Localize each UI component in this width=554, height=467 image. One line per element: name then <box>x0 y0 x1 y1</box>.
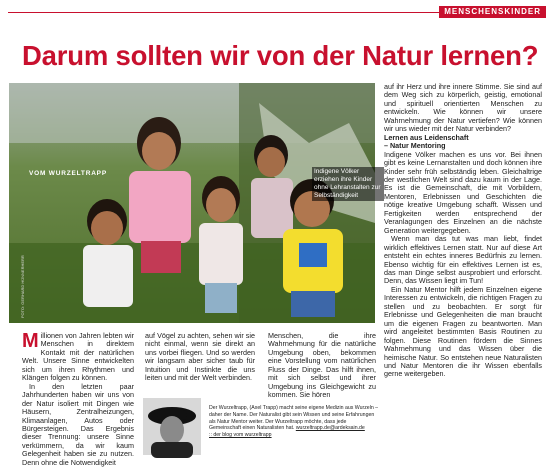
paragraph: Ein Natur Mentor hilft jedem Einzelnen eigene Interessen zu entwickeln, die richtigen Fragen zu stellen und zu beobachten. Er sorgt für Erlebnisse und Gelegenheiten die man braucht um die eigenen Fragen zu beantworten. Man wird angeleitet bestimmten Basis Routinen zu folgen. Diese Routinen fördern die Sinnes Wahrnehmung und das Wissen über die heimische Natur. So entstehen neue Naturalisten und Natur Mentoren die ihr Wissen ebenfalls gerne weitergeben. <box>384 284 542 379</box>
paragraph: auf Vögel zu achten, sehen wir sie nicht einmal, wenn sie direkt an uns vorbei fliegen. Und so werden wir langsam aber sicher taub für Intuition und Instinkte die uns leiten und mit der Welt verbinden. <box>145 331 255 383</box>
paragraph: Menschen, die ihre Wahrnehmung für die natürliche Umgebung oben, bekommen eine Vorstellung vom natürlichen Fluss der Dinge. Das hilft ihnen, mit sich selbst und ihrer Umgebung ins Gleichgewicht zu kommen. Sie hören <box>268 331 376 400</box>
intro-text: illionen von Jahren lebten wir Menschen in direktem Kontakt mit der natürlichen Welt. Unsere Sinne entwickelten sich um ihren Rhythmen und Klängen folgen zu können. <box>22 331 134 383</box>
intro-paragraph <box>22 332 134 383</box>
subheading: Lernen aus Leidenschaft <box>384 132 469 142</box>
author-portrait-illustration <box>143 398 201 455</box>
blog-link[interactable]: :: der blog vom wurzeltrapp <box>209 432 272 439</box>
photo-credit: FOTO: GERHARD HÜNNERHERR <box>20 255 25 318</box>
bio-description: Der Wurzeltrapp, (Axel Trapp) macht seine eigene Medizin aus Wurzeln – daher der Name. Der Naturalist gibt sein Wissen und seine Erfahrungen als Natur Mentor weiter. Der Wurzeltrapp möchte, dass jede Gemeinschaft einen Naturalisten hat. <box>209 405 379 432</box>
author-photo <box>143 398 201 455</box>
paragraph: In den letzten paar Jahrhunderten haben wir uns von der Natur isoliert mit Dingen wie Häusern, Zentralheizungen, Klimaanlagen, Autos oder Bürgersteigen. Das Ergebnis dieser Trennung: unsere Sinne verkümmern, da wir kaum Gelegenheit haben sie zu nutzen. Denn ohne die Notwendigkeit <box>22 381 134 467</box>
photo-caption: Indigene Völker erziehen ihre Kinder ohne Lehranstalten zur Selbständigkeit <box>312 167 384 201</box>
article-column-3 <box>268 332 376 400</box>
section-tag: MENSCHENSKINDER <box>439 6 546 18</box>
paragraph: Indigene Völker machen es uns vor. Bei ihnen gibt es keine Lernanstalten und doch können ihre Kinder sehr früh selbständig leben. Gleichaltrige der westlichen Welt sind dazu kaum in der Lage. Es ist die Gemeinschaft, die mit Vorbildern, Mentoren, Erlebnissen und Geschichten die nötige kreative Umgebung schafft. Wissen und Fertigkeiten werden entsprechend der Veranlagungen des Einzelnen an die nächste Generation weitergegeben. <box>384 149 542 235</box>
page-title: Darum sollten wir von der Natur lernen? <box>22 40 539 71</box>
bio-text <box>209 405 379 439</box>
byline: VOM WURZELTRAPP <box>29 170 107 177</box>
section-header <box>0 4 554 18</box>
email-link[interactable]: wurzeltrapp.de@ardeksain.de <box>295 425 365 432</box>
section-rule <box>8 12 458 13</box>
paragraph: Wenn man das tut was man liebt, findet wirklich effektives Lernen statt. Nur auf diese Art entsteht ein echtes inneres Bedürfnis zu lernen. Ebenso wichtig für ein effektives Lernen ist es, das man Dinge selbst ausprobiert und erforscht. Denn, das Wissen liegt im Tun! <box>384 234 542 286</box>
article-photo <box>9 83 381 323</box>
subheading: – Natur Mentoring <box>384 141 446 151</box>
paragraph: auf ihr Herz und ihre innere Stimme. Sie sind auf dem Weg sich zu körperlich, geistig, emotional und spirituell orientierten Menschen zu entwickeln. Wie können wir unsere Wahrnehmung der Natur vertiefen? Wie können wir uns wieder mit der Natur verbinden? <box>384 82 542 134</box>
article-column-4 <box>384 83 542 379</box>
children-photo-illustration <box>9 83 375 323</box>
article-column-2 <box>145 332 255 383</box>
author-bio <box>143 398 377 455</box>
article-column-1 <box>22 332 134 467</box>
drop-cap: M <box>22 330 39 352</box>
